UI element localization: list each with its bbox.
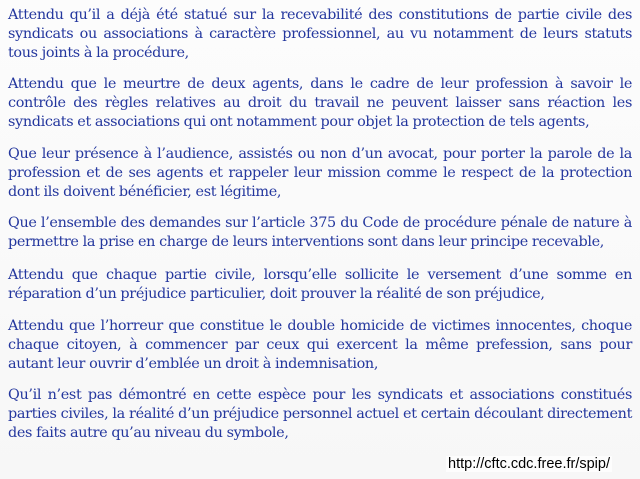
- paragraph-prejudice-particulier: Attendu que chaque partie civile, lorsqu’elle sollicite le versement d’une somme en réparation d’un préjudice particulier, doit prouver la réalité de son préjudice,: [8, 267, 632, 302]
- paragraph-presence-audience: Que leur présence à l’audience, assistés ou non d’un avocat, pour porter la parole de la profession et de ses agents et rappeler leur mission comme le respect de la protection dont ils doivent bénéficier, est légitime,: [8, 146, 632, 200]
- paragraph-prejudice-non-demontre: Qu’il n’est pas démontré en cette espèce pour les syndicats et associations constitués parties civiles, la réalité d’un préjudice personnel actuel et certain découlant directement des faits autre qu’au niveau du symbole,: [8, 387, 632, 441]
- paragraph-meurtre-agents: Attendu que le meurtre de deux agents, dans le cadre de leur profession à savoir le contrôle des règles relatives au droit du travail ne peuvent laisser sans réaction les syndicats et associations qui ont notamment pour objet la protection de tels agents,: [8, 76, 632, 130]
- paragraph-article-375: Que l’ensemble des demandes sur l’article 375 du Code de procédure pénale de nature à permettre la prise en charge de leurs interventions sont dans leur principe recevable,: [8, 215, 632, 250]
- paragraph-double-homicide: Attendu que l’horreur que constitue le double homicide de victimes innocentes, choque chaque citoyen, à commencer par ceux qui exercent la même prefession, sans pour autant leur ouvrir d’emblée un droit à indemnisation,: [8, 318, 632, 372]
- paragraph-recevabilite: Attendu qu’il a déjà été statué sur la recevabilité des constitutions de partie civile des syndicats ou associations à caractère professionnel, au vu notamment de leurs statuts tous joints à la procédure,: [8, 7, 632, 61]
- source-url: http://cftc.cdc.free.fr/spip/: [448, 456, 610, 472]
